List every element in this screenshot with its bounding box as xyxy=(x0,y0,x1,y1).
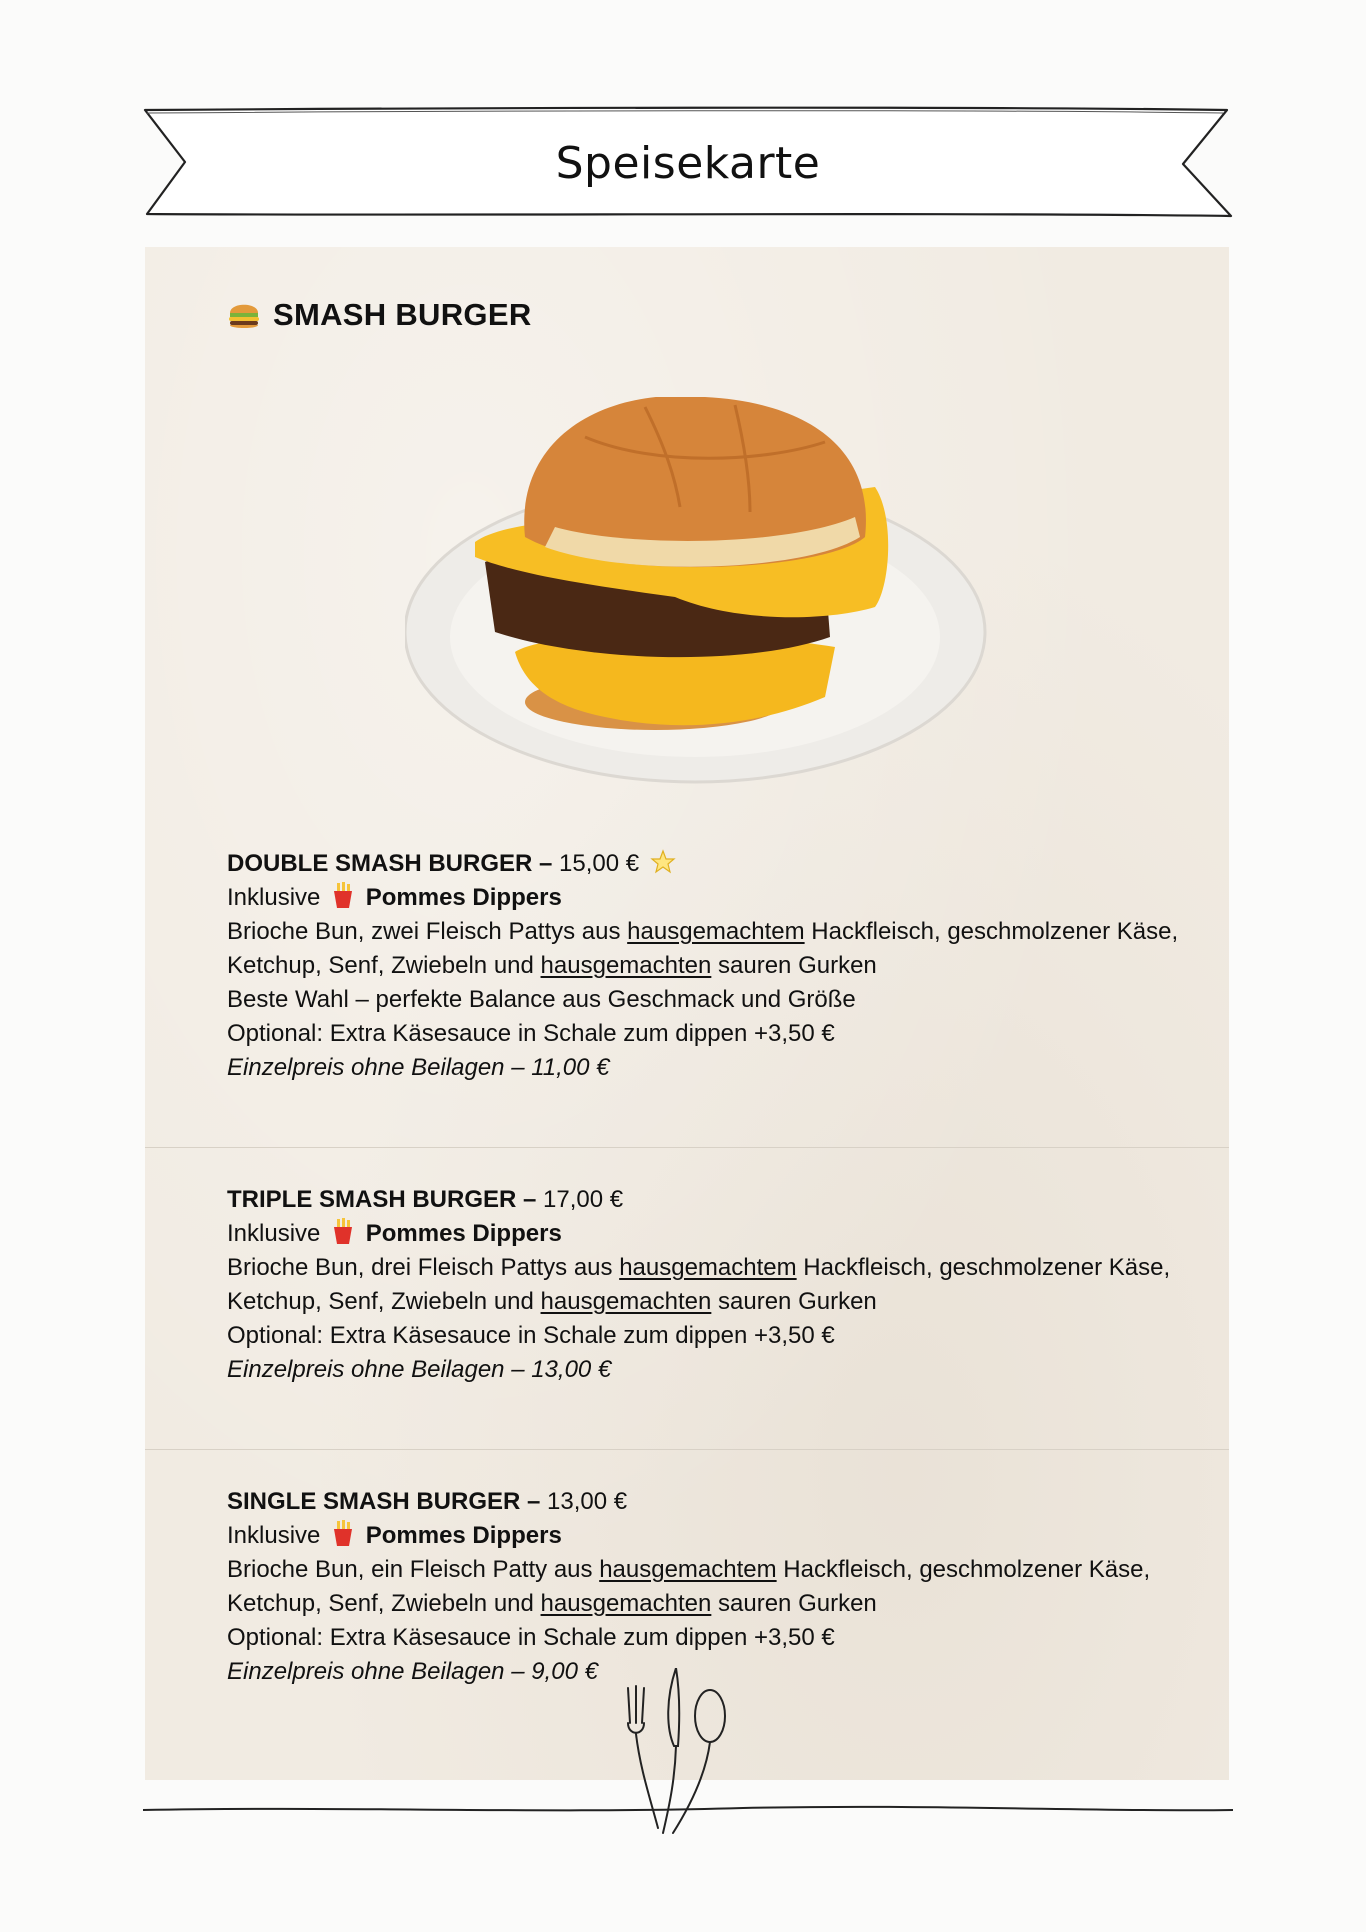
inclusive-item: Pommes Dippers xyxy=(365,1220,562,1247)
item-price: 13,00 € xyxy=(547,1488,628,1515)
item-name: TRIPLE SMASH BURGER – xyxy=(227,1186,537,1213)
desc-text: Brioche Bun, drei Fleisch Pattys aus xyxy=(227,1254,620,1281)
item-name: SINGLE SMASH BURGER – xyxy=(227,1488,541,1515)
title-banner xyxy=(143,104,1233,222)
section-header xyxy=(227,297,532,333)
inclusive-prefix: Inklusive xyxy=(227,1220,321,1247)
desc-underlined: hausgemachtem xyxy=(619,1254,797,1281)
desc-text: sauren Gurken xyxy=(711,1590,877,1617)
item-optional: Optional: Extra Käsesauce in Schale zum dippen +3,50 € xyxy=(227,1322,835,1349)
desc-text: Ketchup, Senf, Zwiebeln und xyxy=(227,952,541,979)
desc-underlined: hausgemachten xyxy=(540,1288,712,1315)
item-single-price: Einzelpreis ohne Beilagen – 13,00 € xyxy=(227,1356,612,1383)
section-title: SMASH BURGER xyxy=(273,297,532,332)
divider xyxy=(145,1449,1229,1450)
burger-icon xyxy=(227,298,261,332)
desc-text: Brioche Bun, ein Fleisch Patty aus xyxy=(227,1556,600,1583)
desc-underlined: hausgemachtem xyxy=(599,1556,777,1583)
cutlery-icon xyxy=(618,1668,738,1838)
item-optional: Optional: Extra Käsesauce in Schale zum dippen +3,50 € xyxy=(227,1020,835,1047)
item-price: 15,00 € xyxy=(559,850,640,877)
desc-text: Hackfleisch, geschmolzener Käse, xyxy=(776,1556,1151,1583)
desc-text: Ketchup, Senf, Zwiebeln und xyxy=(227,1288,541,1315)
desc-text: Hackfleisch, geschmolzener Käse, xyxy=(804,918,1179,945)
star-icon xyxy=(650,849,676,875)
item-optional: Optional: Extra Käsesauce in Schale zum dippen +3,50 € xyxy=(227,1624,835,1651)
page-title: Speisekarte xyxy=(555,138,821,189)
desc-text: Hackfleisch, geschmolzener Käse, xyxy=(796,1254,1171,1281)
fries-icon xyxy=(331,881,355,909)
desc-text: sauren Gurken xyxy=(711,1288,877,1315)
item-price: 17,00 € xyxy=(543,1186,624,1213)
item-single-price: Einzelpreis ohne Beilagen – 11,00 € xyxy=(227,1054,610,1081)
menu-item-single xyxy=(227,1485,1207,1689)
fries-icon xyxy=(331,1519,355,1547)
item-name: DOUBLE SMASH BURGER – xyxy=(227,850,553,877)
menu-panel xyxy=(145,247,1229,1780)
divider xyxy=(145,1147,1229,1148)
inclusive-prefix: Inklusive xyxy=(227,1522,321,1549)
fries-icon xyxy=(331,1217,355,1245)
desc-text: Ketchup, Senf, Zwiebeln und xyxy=(227,1590,541,1617)
desc-underlined: hausgemachtem xyxy=(627,918,805,945)
desc-text: Brioche Bun, zwei Fleisch Pattys aus xyxy=(227,918,628,945)
inclusive-prefix: Inklusive xyxy=(227,884,321,911)
item-single-price: Einzelpreis ohne Beilagen – 9,00 € xyxy=(227,1658,598,1685)
desc-text: sauren Gurken xyxy=(711,952,877,979)
desc-underlined: hausgemachten xyxy=(540,952,712,979)
inclusive-item: Pommes Dippers xyxy=(365,1522,562,1549)
menu-item-double xyxy=(227,847,1207,1085)
desc-underlined: hausgemachten xyxy=(540,1590,712,1617)
burger-photo xyxy=(405,397,1005,817)
item-note: Beste Wahl – perfekte Balance aus Geschmack und Größe xyxy=(227,986,856,1013)
menu-item-triple xyxy=(227,1183,1207,1387)
inclusive-item: Pommes Dippers xyxy=(365,884,562,911)
